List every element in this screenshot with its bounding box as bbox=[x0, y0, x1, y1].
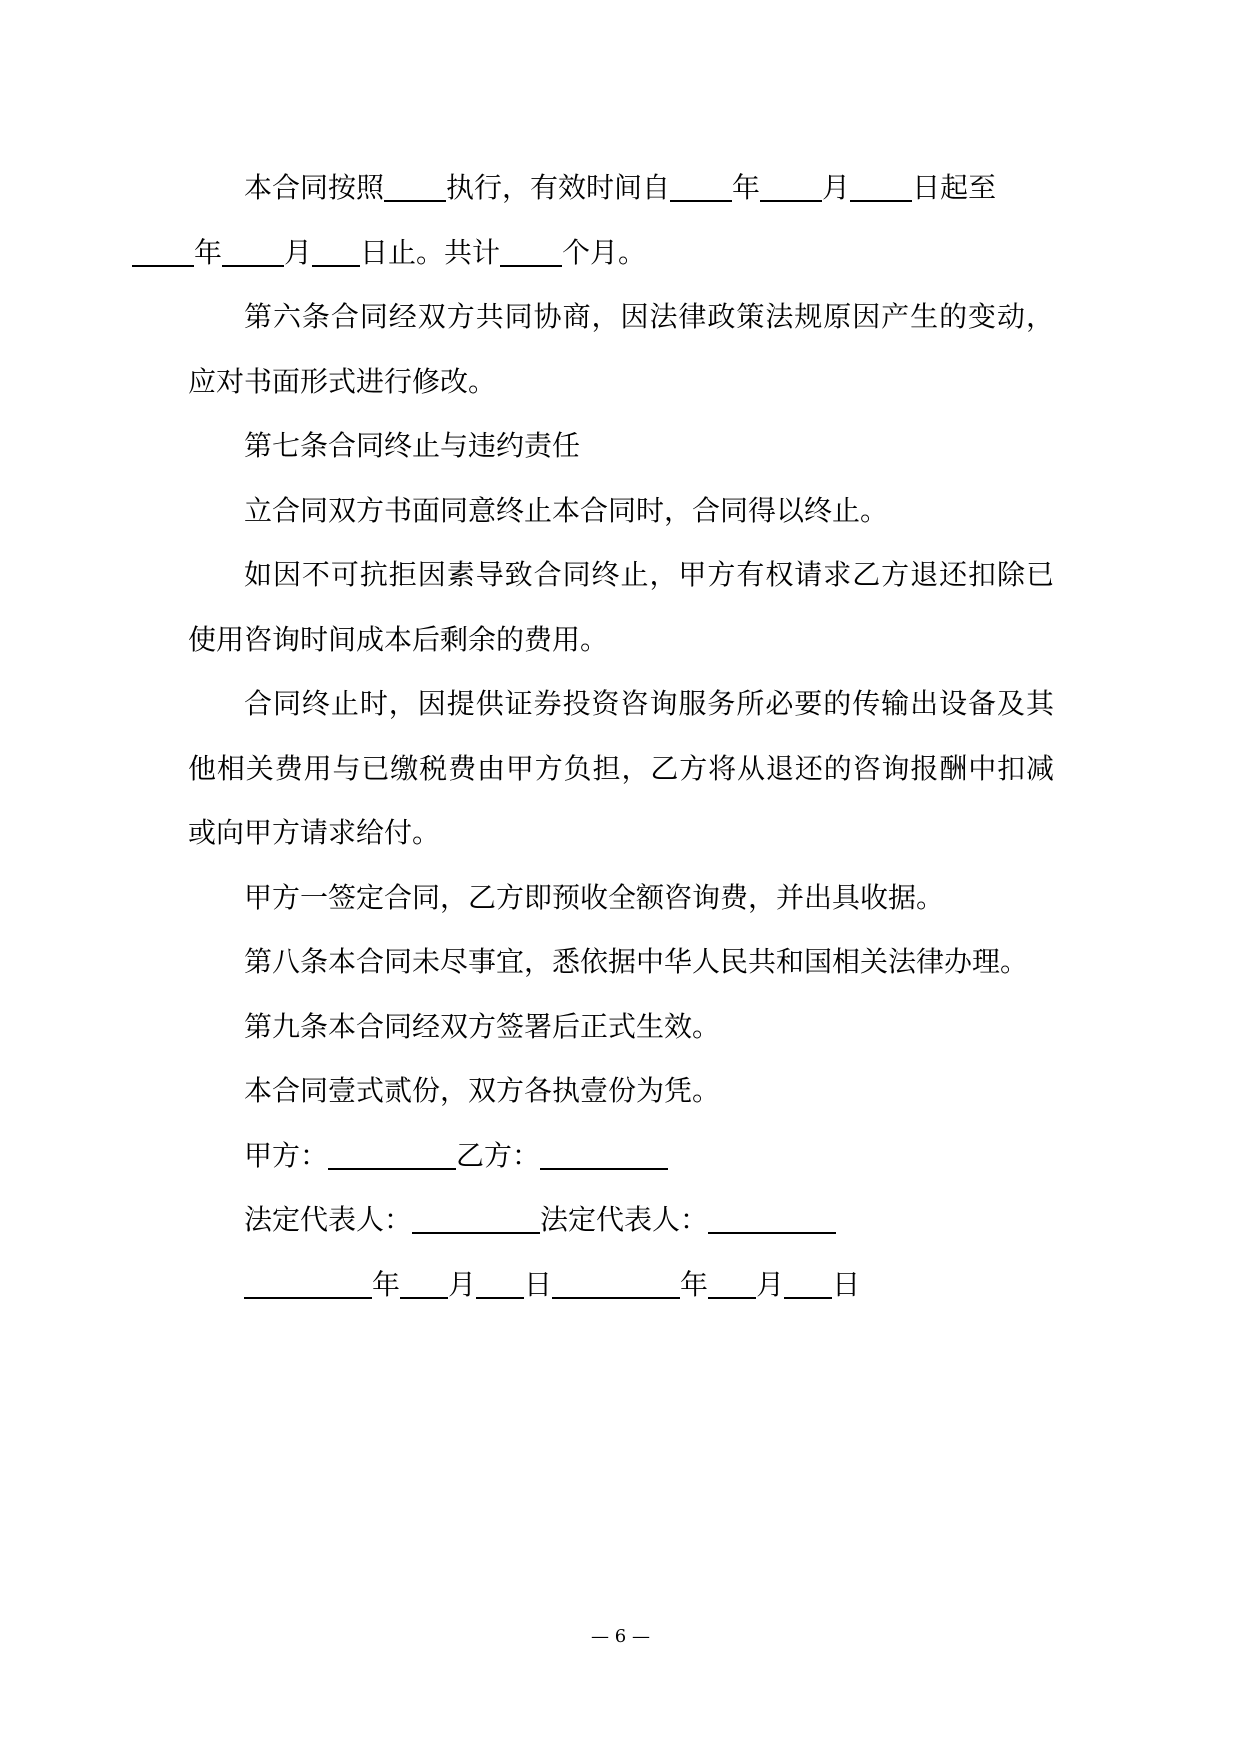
blank-line bbox=[312, 235, 360, 266]
party-b-label: 乙方： bbox=[456, 1138, 541, 1172]
clause-7-paragraph-1: 立合同双方书面同意终止本合同时，合同得以终止。 bbox=[244, 493, 889, 527]
document-body bbox=[188, 156, 1054, 1317]
text-segment: 年 bbox=[732, 171, 761, 204]
blank-line bbox=[384, 171, 446, 202]
date-b-year-blank bbox=[552, 1267, 680, 1298]
party-b-blank bbox=[540, 1138, 668, 1169]
month-label: 月 bbox=[756, 1267, 785, 1301]
blank-line bbox=[850, 171, 912, 202]
blank-line bbox=[670, 171, 732, 202]
month-label: 月 bbox=[448, 1267, 477, 1301]
blank-line bbox=[222, 235, 284, 266]
day-label: 日 bbox=[524, 1267, 553, 1301]
signature-dates bbox=[188, 1253, 1054, 1318]
signature-parties bbox=[188, 1124, 1054, 1189]
text-segment: 个月。 bbox=[562, 235, 647, 269]
clause-7-paragraph-2: 如因不可抗拒因素导致合同终止，甲方有权请求乙方退还扣除已使用咨询时间成本后剩余的费用。 bbox=[188, 558, 1054, 656]
blank-line bbox=[132, 235, 194, 266]
clause-9: 第九条本合同经双方签署后正式生效。 bbox=[244, 1009, 721, 1043]
clause-7-paragraph-3: 合同终止时，因提供证券投资咨询服务所必要的传输出设备及其他相关费用与已缴税费由甲方负担，乙方将从退还的咨询报酬中扣减或向甲方请求给付。 bbox=[188, 687, 1054, 849]
text-segment: 日止。共计 bbox=[360, 235, 501, 269]
text-segment: 年 bbox=[194, 235, 223, 269]
term-paragraph bbox=[188, 156, 1054, 285]
text-segment: 月 bbox=[284, 235, 313, 269]
clause-7-title: 第七条合同终止与违约责任 bbox=[244, 429, 581, 462]
party-a-label: 甲方： bbox=[244, 1138, 329, 1172]
party-a-blank bbox=[328, 1138, 456, 1169]
date-b-day-blank bbox=[784, 1267, 832, 1298]
day-label: 日 bbox=[832, 1267, 861, 1301]
clause-6: 第六条合同经双方共同协商，因法律政策法规原因产生的变动，应对书面形式进行修改。 bbox=[188, 300, 1054, 398]
date-b-month-blank bbox=[708, 1267, 756, 1298]
clause-8: 第八条本合同未尽事宜，悉依据中华人民共和国相关法律办理。 bbox=[244, 945, 1029, 978]
rep-a-label: 法定代表人： bbox=[244, 1203, 413, 1236]
rep-a-blank bbox=[412, 1203, 540, 1234]
text-segment: 执行，有效时间自 bbox=[446, 171, 671, 204]
date-a-month-blank bbox=[400, 1267, 448, 1298]
clause-7-paragraph-4: 甲方一签定合同，乙方即预收全额咨询费，并出具收据。 bbox=[244, 880, 945, 914]
date-a-day-blank bbox=[476, 1267, 524, 1298]
signature-representatives bbox=[188, 1188, 1054, 1253]
blank-line bbox=[500, 235, 562, 266]
blank-line bbox=[760, 171, 822, 202]
year-label: 年 bbox=[372, 1267, 401, 1301]
text-segment: 日起至 bbox=[912, 171, 997, 204]
text-segment: 本合同按照 bbox=[244, 171, 385, 204]
date-a-year-blank bbox=[244, 1267, 372, 1298]
copies-statement: 本合同壹式贰份，双方各执壹份为凭。 bbox=[244, 1074, 721, 1107]
rep-b-blank bbox=[708, 1203, 836, 1234]
rep-b-label: 法定代表人： bbox=[540, 1203, 709, 1236]
text-segment: 月 bbox=[822, 171, 851, 204]
year-label: 年 bbox=[680, 1267, 709, 1301]
page-number: — 6 — bbox=[591, 1626, 650, 1647]
